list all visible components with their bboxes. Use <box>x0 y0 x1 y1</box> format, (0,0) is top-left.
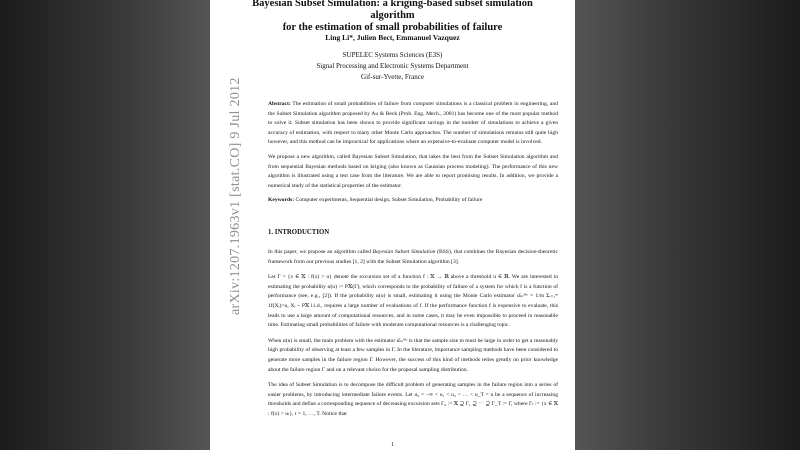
page-number: 1 <box>391 442 394 448</box>
abstract-text-1: The estimation of small probabilities of failure from computer simulations is a classical problem in engineering, and the Subset Simulation algorithm proposed by Au & Beck (Prob. Eng. Mech., 2001) has become one of the most popular method to solve it. Subset simulation has been shown to provide significant savings in the number of simulations to achieve a given accuracy of estimation, with respect to many other Monte Carlo approaches. The number of simulations remains still quite high however, and this method can be impractical for applications where an expensive-to-evaluate computer model is involved. <box>268 101 558 146</box>
keywords-text: Computer experiments, Sequential design, Subset Simulation, Probability of failure <box>295 197 483 204</box>
intro-paragraph-1 <box>268 248 558 267</box>
affiliation-line-3: Gif-sur-Yvette, France <box>361 73 424 81</box>
intro-paragraph-3: When α(u) is small, the main problem with the estimator α̂ₘᴹᶜ is that the sample size m must be large in order to get a reasonably high probability of observing at least a few samples in Γ. In the literature, importance sampling methods have been considered to generate more samples in the failure region Γ. However, the success of this kind of methods relies greatly on prior knowledge about the failure region Γ and on a relevant choice for the proposal sampling distribution. <box>268 337 558 373</box>
title-line-1: Bayesian Subset Simulation: a kriging-based subset simulation algorithm <box>252 0 533 21</box>
affiliation-line-1: SUPELEC Systems Sciences (E3S) <box>342 51 443 59</box>
intro-paragraph-4: The idea of Subset Simulation is to decompose the difficult problem of generating samples in the failure region into a series of easier problems, by introducing intermediate failure events. Let u₀ = −∞ < u₁ < u₂ < … < u_T = u be a sequence of increasing thresholds and define a corresponding sequence of decreasing excursion sets Γ₀ := 𝕏 ⊇ Γ₁ ⊇ ⋯ ⊇ Γ_T := Γ, where Γₜ := {x ∈ 𝕏 : f(x) > uₜ}, t = 1, …, T. Notice that <box>268 382 558 417</box>
algorithm-name: Bayesian Subset Simulation <box>372 249 436 255</box>
author-list: Ling Li*, Julien Bect, Emmanuel Vazquez <box>325 33 460 42</box>
abstract-paragraph-2: We propose a new algorithm, called Bayesian Subset Simulation, that takes the best from the Subset Simulation algorithm and from sequential Bayesian methods based on kriging (also known as Gaussian process modeling). The performance of this new algorithm is illustrated using a test case from the literature. We are able to report promising results. In addition, we provide a numerical study of the statistical properties of the estimator. <box>268 153 558 189</box>
abstract-block <box>268 100 558 211</box>
keywords-line <box>268 196 558 206</box>
right-viewer-margin <box>575 0 800 450</box>
abstract-paragraph-1 <box>268 100 558 148</box>
left-viewer-margin <box>0 0 210 450</box>
intro-p1-end: (BSS), that combines the Bayesian decision-theoretic framework from our previous studies [1, 2] with the Subset Simulation algorithm [3]. <box>268 249 558 265</box>
arxiv-identifier-stamp: arXiv:1207.1963v1 [stat.CO] 9 Jul 2012 <box>228 77 243 315</box>
affiliation-line-2: Signal Processing and Electronic Systems Department <box>316 62 469 70</box>
introduction-body <box>268 248 558 426</box>
keywords-label: Keywords: <box>268 197 295 204</box>
abstract-label: Abstract: <box>268 101 291 107</box>
intro-p1-start: In this paper, we propose an algorithm called <box>268 249 371 255</box>
document-page <box>210 0 575 450</box>
paper-title <box>230 0 555 34</box>
section-heading: 1. INTRODUCTION <box>268 229 330 236</box>
intro-paragraph-2: Let Γ = {x ∈ 𝕏 : f(x) > u} denote the excursion set of a function f : 𝕏 → ℝ above a threshold u ∈ ℝ. We are interested in estimating the probability α(u) := P𝕏(Γ), which corresponds to the probability of failure of a system for which f is a function of performance (see, e.g., [2]). If the probability α(u) is small, estimating it using the Monte Carlo estimator α̂ₘᴹᶜ = 1/m Σᵢ₌₁ᵐ 1f(Xᵢ)>u, Xᵢ ~ P𝕏 i.i.d., requires a large number of evaluations of f. If the performance function f is expensive to evaluate, this leads to use a large amount of computational resources, and in some cases, it may be even impossible to proceed in reasonable time. Estimating small probabilities of failure with moderate computational resources is a challenging topic. <box>268 274 558 329</box>
title-line-2: for the estimation of small probabilities of failure <box>282 22 503 33</box>
affiliation <box>230 50 555 83</box>
